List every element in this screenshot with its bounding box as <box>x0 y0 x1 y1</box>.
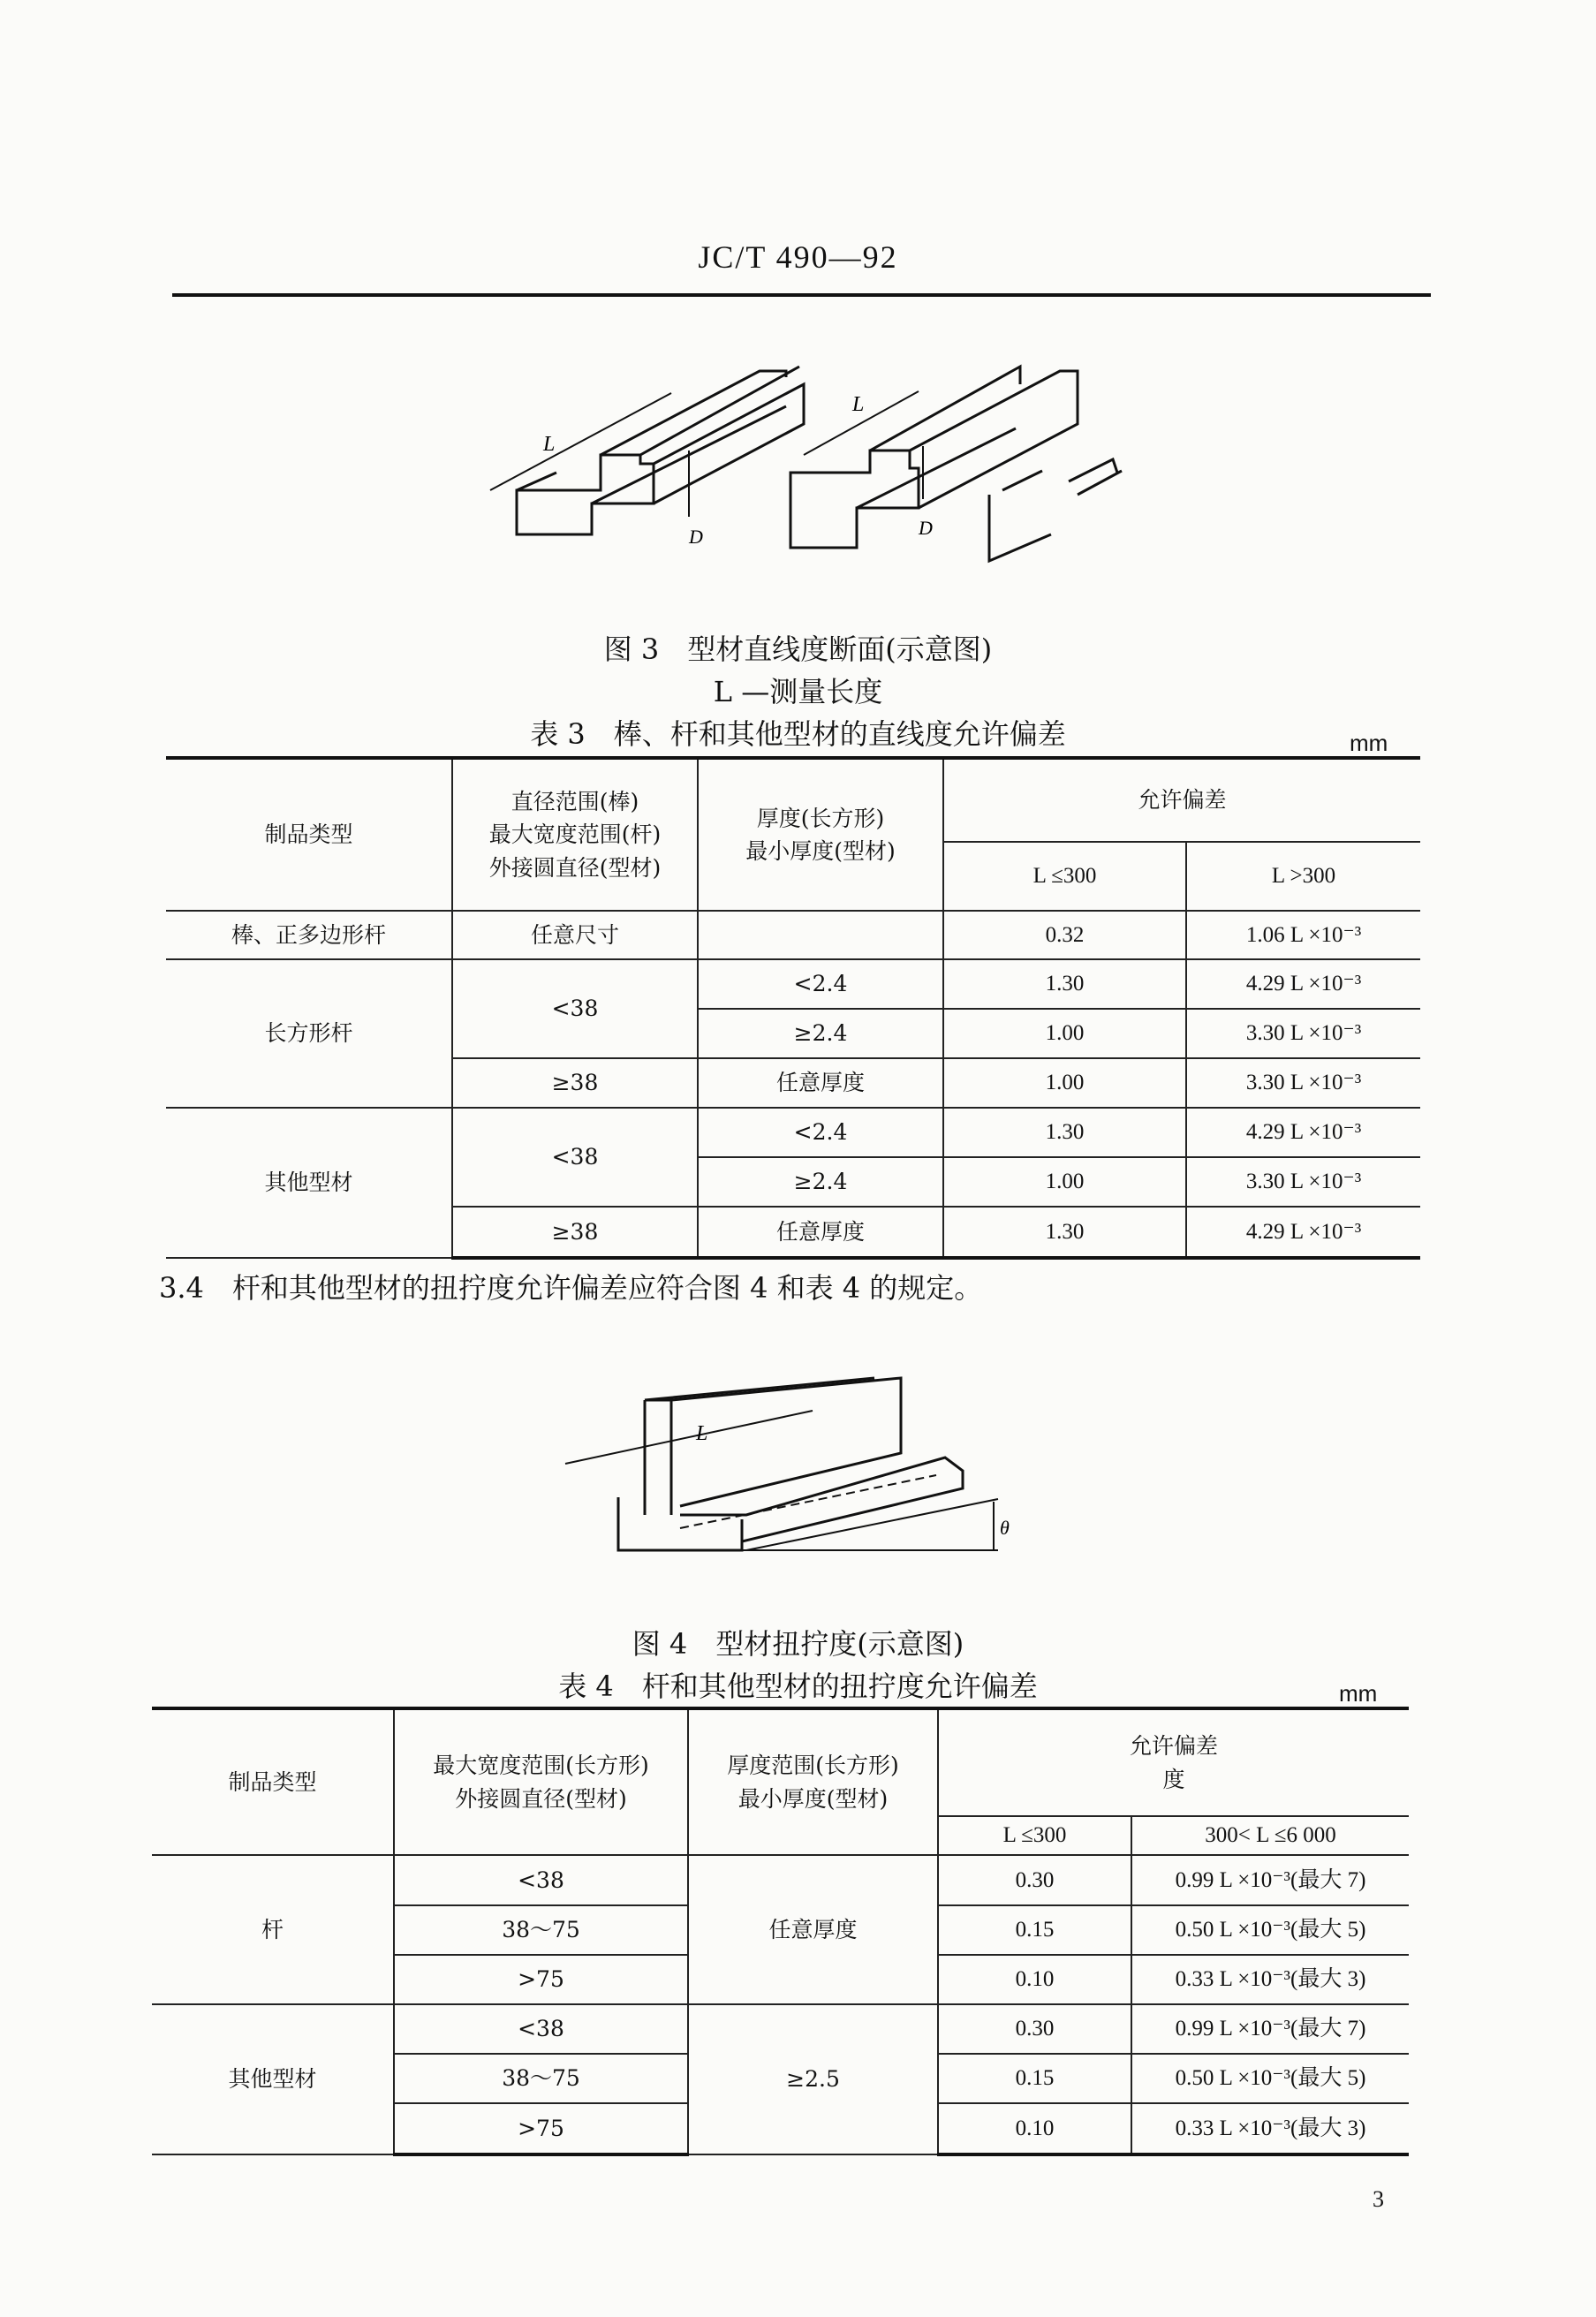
table4-cell: >75 <box>394 1955 688 2004</box>
table4-cell: 38～75 <box>394 1905 688 1955</box>
table3-cell: 1.00 <box>943 1058 1186 1108</box>
header-rule <box>172 293 1431 297</box>
figure4-label-theta: θ <box>1000 1517 1010 1539</box>
table3-cell: 3.30 L ×10⁻³ <box>1186 1009 1420 1058</box>
table3-cell: 1.06 L ×10⁻³ <box>1186 911 1420 959</box>
table-row <box>152 2004 1409 2054</box>
table4-cell: 0.50 L ×10⁻³(最大 5) <box>1131 2054 1409 2103</box>
figure4-label-L: L <box>696 1422 708 1445</box>
table4-cell: <38 <box>394 2004 688 2054</box>
table3-header-type: 制品类型 <box>166 758 452 911</box>
table4-unit: mm <box>1339 1680 1378 1707</box>
figure3-caption: 图 3 型材直线度断面(示意图) <box>603 632 993 666</box>
table3-cell: 3.30 L ×10⁻³ <box>1186 1157 1420 1207</box>
figure4-twist-diagram <box>556 1374 1051 1564</box>
table4-cell: <38 <box>394 1855 688 1905</box>
table3-cell: ≥38 <box>452 1058 698 1108</box>
table3-cell: ≥2.4 <box>698 1157 943 1207</box>
figure3-legend: L —测量长度 <box>713 675 883 708</box>
table4-cell: 0.15 <box>938 2054 1131 2103</box>
table3-cell: 1.30 <box>943 1108 1186 1157</box>
table4-header-width: 最大宽度范围(长方形) 外接圆直径(型材) <box>394 1708 688 1855</box>
table3-cell: 0.32 <box>943 911 1186 959</box>
table4-cell: 0.10 <box>938 2103 1131 2154</box>
table3-cell: ≥2.4 <box>698 1009 943 1058</box>
figure3-label-L2: L <box>852 393 865 416</box>
table4-cell: 0.50 L ×10⁻³(最大 5) <box>1131 1905 1409 1955</box>
table3-cell: <2.4 <box>698 959 943 1009</box>
table3-cell: 任意厚度 <box>698 1058 943 1108</box>
table3-title: 表 3 棒、杆和其他型材的直线度允许偏差 <box>530 717 1066 751</box>
table-row <box>166 959 1420 1009</box>
table3-cell: 其他型材 <box>166 1108 452 1258</box>
table-row <box>166 1108 1420 1157</box>
table4-cell: 38～75 <box>394 2054 688 2103</box>
table4-cell: 0.30 <box>938 2004 1131 2054</box>
table4-cell: 杆 <box>152 1855 394 2004</box>
table4-title: 表 4 杆和其他型材的扭拧度允许偏差 <box>558 1670 1038 1703</box>
table4-cell: 0.99 L ×10⁻³(最大 7) <box>1131 1855 1409 1905</box>
figure3-label-D2: D <box>919 517 933 539</box>
table4-header-range: 300< L ≤6 000 <box>1131 1816 1409 1855</box>
table3 <box>166 756 1420 1260</box>
table3-cell: 任意厚度 <box>698 1207 943 1258</box>
figure3-label-D: D <box>689 526 703 548</box>
table4-cell: 任意厚度 <box>688 1855 938 2004</box>
table3-cell: 1.30 <box>943 959 1186 1009</box>
table4 <box>152 1707 1409 2156</box>
table3-cell: 1.00 <box>943 1157 1186 1207</box>
table4-cell: 0.30 <box>938 1855 1131 1905</box>
table4-header-type: 制品类型 <box>152 1708 394 1855</box>
table4-cell: 0.33 L ×10⁻³(最大 3) <box>1131 2103 1409 2154</box>
table3-header-diameter: 直径范围(棒) 最大宽度范围(杆) 外接圆直径(型材) <box>452 758 698 911</box>
table4-cell: 0.33 L ×10⁻³(最大 3) <box>1131 1955 1409 2004</box>
table3-cell: ≥38 <box>452 1207 698 1258</box>
figure3-straightness-diagram <box>468 349 1157 583</box>
table3-cell: 4.29 L ×10⁻³ <box>1186 1207 1420 1258</box>
table-row <box>152 1855 1409 1905</box>
table3-unit: mm <box>1350 730 1388 756</box>
table3-cell: <38 <box>452 1108 698 1207</box>
paragraph-3-4: 3.4 杆和其他型材的扭拧度允许偏差应符合图 4 和表 4 的规定。 <box>159 1271 983 1305</box>
table4-cell: >75 <box>394 2103 688 2154</box>
table-row <box>166 911 1420 959</box>
table3-cell <box>698 911 943 959</box>
page-number: 3 <box>1373 2186 1384 2212</box>
table4-header-thickness: 厚度范围(长方形) 最小厚度(型材) <box>688 1708 938 1855</box>
table3-cell: 1.30 <box>943 1207 1186 1258</box>
table4-cell: ≥2.5 <box>688 2004 938 2154</box>
table3-header-tolerance: 允许偏差 <box>943 758 1420 842</box>
table4-header-tolerance: 允许偏差 度 <box>938 1708 1409 1816</box>
table3-header-thickness: 厚度(长方形) 最小厚度(型材) <box>698 758 943 911</box>
table3-cell: 3.30 L ×10⁻³ <box>1186 1058 1420 1108</box>
table3-cell: <2.4 <box>698 1108 943 1157</box>
figure4-caption: 图 4 型材扭拧度(示意图) <box>632 1627 964 1661</box>
table4-header-le300: L ≤300 <box>938 1816 1131 1855</box>
table4-cell: 0.10 <box>938 1955 1131 2004</box>
table3-cell: 4.29 L ×10⁻³ <box>1186 1108 1420 1157</box>
table4-cell: 0.15 <box>938 1905 1131 1955</box>
table3-header-gt300: L >300 <box>1186 842 1420 911</box>
table3-cell: 长方形杆 <box>166 959 452 1108</box>
table3-header-le300: L ≤300 <box>943 842 1186 911</box>
table4-cell: 其他型材 <box>152 2004 394 2154</box>
table4-cell: 0.99 L ×10⁻³(最大 7) <box>1131 2004 1409 2054</box>
table3-cell: <38 <box>452 959 698 1058</box>
table3-cell: 1.00 <box>943 1009 1186 1058</box>
document-header: JC/T 490—92 <box>698 239 898 275</box>
table3-cell: 任意尺寸 <box>452 911 698 959</box>
table3-cell: 4.29 L ×10⁻³ <box>1186 959 1420 1009</box>
figure3-label-L: L <box>543 433 556 456</box>
table3-cell: 棒、正多边形杆 <box>166 911 452 959</box>
